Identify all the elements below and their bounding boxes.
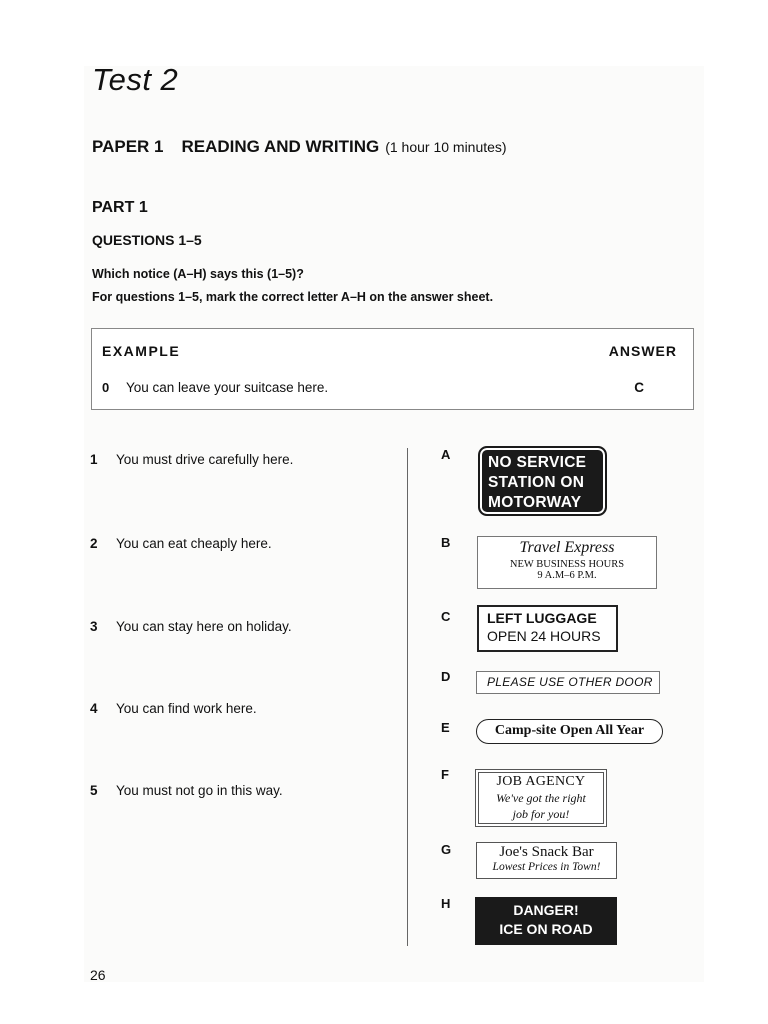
- paper-duration: (1 hour 10 minutes): [385, 139, 507, 155]
- notice-g-sign: [476, 842, 617, 879]
- example-label: EXAMPLE: [102, 343, 181, 359]
- question-text: You must drive carefully here.: [116, 452, 294, 467]
- notice-line: JOB AGENCY: [496, 774, 586, 789]
- question-number: 2: [90, 536, 98, 551]
- notice-line: NEW BUSINESS HOURS: [509, 559, 625, 570]
- notice-line: Travel Express: [519, 539, 615, 556]
- notice-letter-d: D: [441, 669, 451, 684]
- example-answer: C: [634, 380, 644, 395]
- notice-line: We've got the right: [496, 791, 586, 805]
- example-box: [91, 328, 694, 410]
- notice-line: STATION ON: [488, 474, 585, 491]
- notice-letter-b: B: [441, 535, 451, 550]
- notice-letter-a: A: [441, 447, 451, 462]
- question-1: [90, 452, 293, 467]
- paper-name: READING AND WRITING: [181, 137, 380, 156]
- question-text: You can stay here on holiday.: [116, 619, 292, 634]
- notice-h-sign: [475, 897, 617, 945]
- questions-range: QUESTIONS 1–5: [92, 232, 202, 248]
- notice-line: OPEN 24 HOURS: [487, 628, 601, 644]
- notice-line: LEFT LUGGAGE: [487, 610, 597, 626]
- question-number: 3: [90, 619, 98, 634]
- notice-c-sign: [477, 605, 618, 652]
- question-3: [90, 619, 292, 634]
- notice-f-sign: [475, 769, 607, 827]
- page-number: 26: [90, 967, 106, 983]
- notice-letter-h: H: [441, 896, 451, 911]
- notice-letter-e: E: [441, 720, 450, 735]
- instruction-which-notice: Which notice (A–H) says this (1–5)?: [92, 267, 304, 281]
- question-5: [90, 783, 283, 798]
- notice-a-sign: [478, 446, 607, 516]
- notice-line: ICE ON ROAD: [499, 921, 593, 937]
- question-4: [90, 701, 257, 716]
- question-text: You must not go in this way.: [116, 783, 283, 798]
- notice-line: job for you!: [512, 807, 570, 821]
- paper-heading: [92, 137, 507, 157]
- notice-letter-f: F: [441, 767, 449, 782]
- test-title: Test 2: [92, 62, 179, 97]
- column-divider: [407, 448, 408, 946]
- notice-line: Joe's Snack Bar: [499, 844, 594, 860]
- example-number: 0: [102, 380, 110, 395]
- question-text: You can find work here.: [116, 701, 257, 716]
- question-number: 4: [90, 701, 98, 716]
- question-number: 1: [90, 452, 98, 467]
- example-text: You can leave your suitcase here.: [126, 380, 329, 395]
- notice-d-sign: PLEASE USE OTHER DOOR: [476, 671, 660, 694]
- instruction-mark-answer: For questions 1–5, mark the correct letter A–H on the answer sheet.: [92, 290, 494, 304]
- question-2: [90, 536, 272, 551]
- example-answer-label: ANSWER: [608, 343, 677, 359]
- notice-line: NO SERVICE: [488, 454, 587, 471]
- question-number: 5: [90, 783, 98, 798]
- notice-line: Lowest Prices in Town!: [492, 861, 601, 873]
- notice-line: DANGER!: [513, 902, 579, 918]
- notice-f-inner-frame: [478, 772, 604, 824]
- notice-e-sign: Camp-site Open All Year: [476, 719, 663, 744]
- part-title: PART 1: [92, 199, 148, 216]
- notice-line: 9 A.M–6 P.M.: [537, 570, 597, 581]
- notice-b-sign: [477, 536, 657, 589]
- paper-label: PAPER 1: [92, 137, 164, 156]
- question-text: You can eat cheaply here.: [116, 536, 272, 551]
- notice-line: MOTORWAY: [488, 494, 582, 511]
- notice-letter-c: C: [441, 609, 451, 624]
- notice-letter-g: G: [441, 842, 452, 857]
